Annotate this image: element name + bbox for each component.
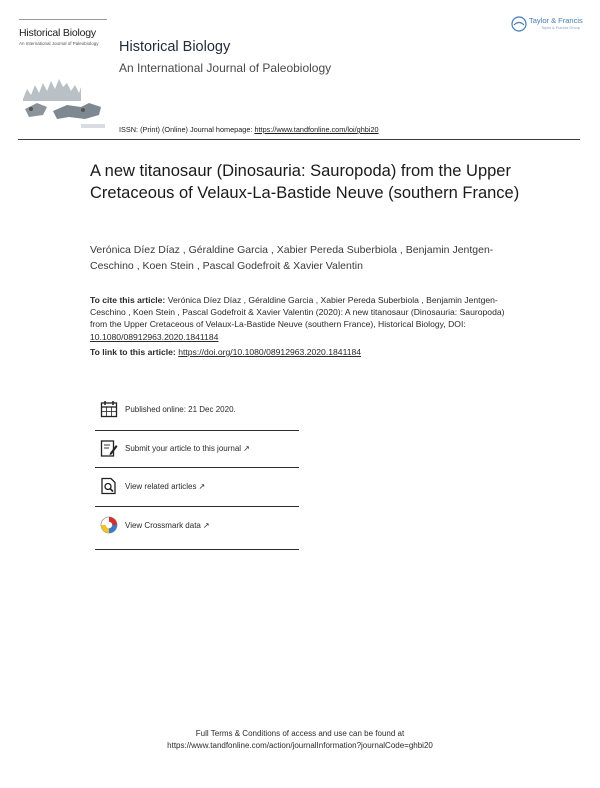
citation-label: To cite this article: — [90, 295, 168, 305]
publisher-name: Taylor & Francis — [529, 16, 583, 25]
publisher-tagline: Taylor & Francis Group — [541, 26, 580, 30]
panel-divider — [95, 549, 299, 550]
link-label: To link to this article: — [90, 347, 179, 357]
citation-text: Verónica Díez Díaz , Géraldine Garcia , Xabier Pereda Suberbiola , Benjamin Jentgen-Ceschino , Koen Stein , Pascal Godefroit & Xavier Valentin (2020): A new titanosaur (Dinosauria: Sauropoda) from the Upper Cretaceous of Velaux-La-Bastide Neuve (southern France), Historical Biology, DOI: — [90, 295, 505, 330]
journal-cover-thumbnail — [19, 17, 109, 130]
article-link-line — [90, 347, 361, 357]
publisher-logo-icon — [511, 16, 527, 32]
related-articles-label: View related articles — [125, 482, 197, 491]
cover-title: Historical Biology — [19, 27, 96, 39]
citation-block — [90, 294, 520, 343]
cover-subtitle: An International Journal of Paleobiology — [19, 41, 99, 46]
related-articles-row[interactable] — [95, 469, 299, 505]
panel-divider — [95, 467, 299, 468]
footer-terms-text: Full Terms & Conditions of access and use can be found at — [195, 729, 405, 738]
article-title: A new titanosaur (Dinosauria: Sauropoda) from the Upper Cretaceous of Velaux-La-Bastide Neuve (southern France) — [90, 162, 520, 202]
search-document-icon — [100, 477, 118, 495]
issn-label: ISSN: (Print) (Online) Journal homepage: — [119, 125, 255, 134]
submit-article-link[interactable] — [125, 444, 250, 453]
journal-title: Historical Biology — [119, 39, 231, 55]
edit-document-icon — [100, 439, 118, 457]
submit-article-label: Submit your article to this journal — [125, 444, 242, 453]
published-date: Published online: 21 Dec 2020. — [125, 405, 236, 414]
published-row — [95, 392, 299, 428]
doi-link[interactable]: 10.1080/08912963.2020.1841184 — [90, 331, 219, 342]
crossmark-label: View Crossmark data — [125, 521, 201, 530]
footer-terms-url[interactable]: https://www.tandfonline.com/action/journalInformation?journalCode=ghbi20 — [167, 741, 433, 750]
journal-homepage-link[interactable]: https://www.tandfonline.com/loi/ghbi20 — [254, 125, 379, 134]
crossmark-icon — [100, 516, 118, 534]
related-articles-link[interactable] — [125, 482, 205, 491]
crossmark-row[interactable] — [95, 508, 299, 544]
publisher-logo — [511, 14, 586, 36]
calendar-icon — [100, 400, 118, 418]
panel-divider — [95, 506, 299, 507]
external-link-icon: ↗ — [243, 444, 250, 453]
external-link-icon: ↗ — [198, 482, 206, 491]
journal-subtitle: An International Journal of Paleobiology — [119, 61, 332, 75]
crossmark-link[interactable] — [125, 521, 210, 530]
header-divider — [18, 139, 580, 140]
external-link-icon: ↗ — [202, 521, 210, 530]
article-doi-url[interactable]: https://doi.org/10.1080/08912963.2020.1841184 — [178, 347, 362, 357]
article-authors: Verónica Díez Díaz , Géraldine Garcia , Xabier Pereda Suberbiola , Benjamin Jentgen-Ceschino , Koen Stein , Pascal Godefroit & Xavier Valentin — [90, 244, 494, 272]
issn-line — [119, 125, 379, 134]
submit-article-row[interactable] — [95, 431, 299, 467]
fossil-illustration-icon — [19, 77, 109, 127]
footer — [0, 728, 600, 752]
